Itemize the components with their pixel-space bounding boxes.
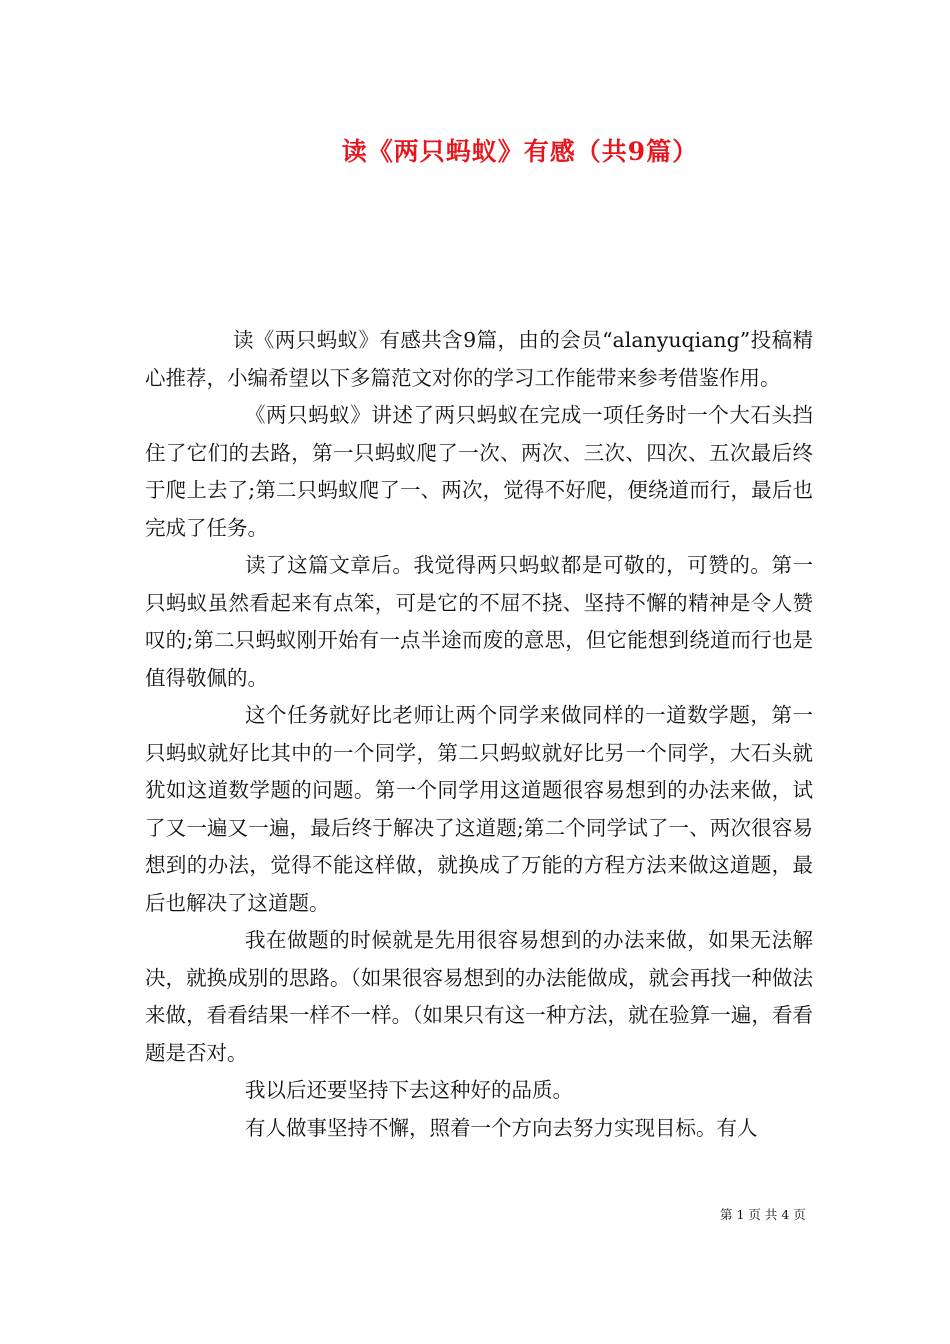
paragraph-own-method: 我在做题的时候就是先用很容易想到的办法来做，如果无法解决，就换成别的思路。（如果很容易想到的办法能做成，就会再找一种做法来做，看看结果一样不一样。（如果只有这一种方法，就在验算一遍，看看题是否对。 <box>145 928 813 1065</box>
document-body <box>145 322 813 1147</box>
paragraph-conclusion: 我以后还要坚持下去这种好的品质。 <box>245 1078 573 1102</box>
page-number-footer: 第 1 页 共 4 页 <box>720 1207 806 1222</box>
paragraph-math-analogy: 这个任务就好比老师让两个同学来做同样的一道数学题，第一只蚂蚁就好比其中的一个同学，第二只蚂蚁就好比另一个同学，大石头就犹如这道数学题的问题。第一个同学用这道题很容易想到的办法来做，试了又一遍又一遍，最后终于解决了这道题;第二个同学试了一、两次很容易想到的办法，觉得不能这样做，就换成了万能的方程方法来做这道题，最后也解决了这道题。 <box>145 703 813 915</box>
paragraph-intro: 读《两只蚂蚁》有感共含9篇，由的会员“alanyuqiang”投稿精心推荐，小编希望以下多篇范文对你的学习工作能带来参考借鉴作用。 <box>145 328 813 390</box>
paragraph-story-summary: 《两只蚂蚁》讲述了两只蚂蚁在完成一项任务时一个大石头挡住了它们的去路，第一只蚂蚁爬了一次、两次、三次、四次、五次最后终于爬上去了;第二只蚂蚁爬了一、两次，觉得不好爬，便绕道而行，最后也完成了任务。 <box>145 403 813 540</box>
paragraph-continuation: 有人做事坚持不懈，照着一个方向去努力实现目标。有人 <box>245 1115 758 1140</box>
paragraph-reflection: 读了这篇文章后。我觉得两只蚂蚁都是可敬的，可赞的。第一只蚂蚁虽然看起来有点笨，可是它的不屈不挠、坚持不懈的精神是令人赞叹的;第二只蚂蚁刚开始有一点半途而废的意思，但它能想到绕道而行也是值得敬佩的。 <box>145 553 813 690</box>
document-title: 读《两只蚂蚁》有感（共9篇） <box>341 137 699 166</box>
